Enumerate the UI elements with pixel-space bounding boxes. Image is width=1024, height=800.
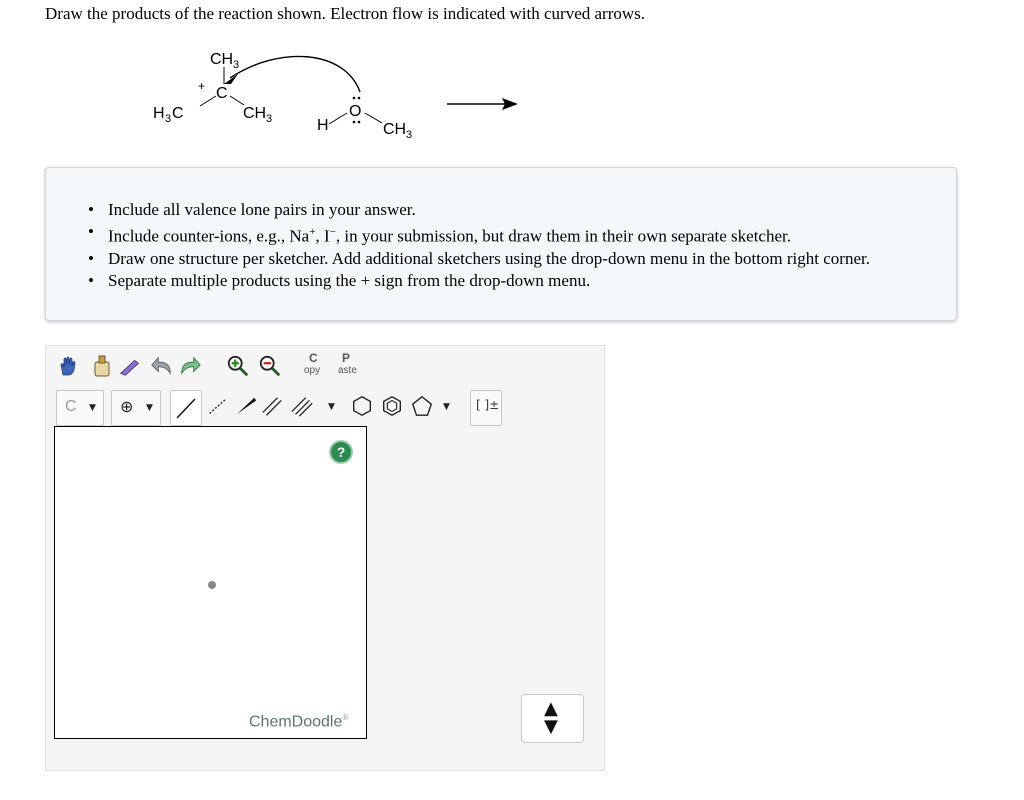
hand-icon[interactable]	[56, 354, 80, 378]
instructions-list	[108, 199, 870, 292]
undo-icon[interactable]	[150, 354, 174, 378]
canvas-cursor-dot	[208, 581, 216, 589]
ch3-right-label: CH	[243, 105, 267, 122]
arrowhead	[224, 74, 238, 84]
chevron-down-icon[interactable]: ▼	[328, 402, 335, 412]
chevron-down-icon: ▼	[89, 403, 96, 413]
chevron-down-icon: ▼	[146, 403, 153, 413]
pentagon-ring-icon[interactable]	[410, 394, 434, 418]
svg-text:3: 3	[233, 59, 240, 71]
chemdoodle-logo: ChemDoodle®	[249, 713, 349, 731]
cation-carbon: C	[216, 85, 228, 102]
svg-text:3: 3	[266, 113, 273, 125]
ch3-top-label: CH	[210, 51, 234, 68]
ch3-methanol-label: CH	[383, 121, 407, 138]
oxygen-label: O	[349, 103, 362, 120]
instruction-item: • Include counter-ions, e.g., Na+, I−, in your submission, but draw them in their own separate sketcher.	[108, 221, 870, 248]
electron-flow-arrow	[230, 56, 360, 92]
plus-charge-icon: ⊕	[120, 397, 134, 416]
svg-text:3: 3	[406, 129, 413, 141]
reaction-scheme	[120, 40, 540, 150]
bracket-charge-button[interactable]: [ ]±	[470, 390, 502, 426]
double-bond-icon[interactable]	[260, 394, 284, 418]
svg-text:3: 3	[165, 113, 172, 125]
redo-icon[interactable]	[178, 354, 202, 378]
hydrogen-label: H	[317, 117, 329, 134]
stepper-up-icon[interactable]: ▲	[544, 698, 558, 719]
lasso-icon[interactable]	[118, 354, 142, 378]
instruction-item: • Include all valence lone pairs in your answer.	[108, 199, 870, 221]
stepper-down-icon[interactable]: ▼	[544, 716, 558, 737]
instruction-item: • Separate multiple products using the + sign from the drop-down menu.	[108, 270, 870, 292]
paste-button[interactable]: P aste	[338, 351, 357, 376]
zoom-out-icon[interactable]	[258, 354, 282, 378]
atom-label-button[interactable]: C ▼	[56, 390, 104, 426]
question-text: Draw the products of the reaction shown. Electron flow is indicated with curved arrows.	[45, 4, 646, 23]
single-bond-button[interactable]	[170, 390, 202, 426]
wedge-bond-icon[interactable]	[234, 394, 258, 418]
dashed-bond-icon[interactable]	[206, 394, 230, 418]
single-bond-icon	[171, 391, 201, 425]
copy-button[interactable]: C opy	[304, 351, 321, 376]
h3c-label: H	[153, 105, 165, 122]
help-button[interactable]: ?	[329, 440, 353, 464]
charge-button[interactable]	[111, 390, 161, 426]
instruction-item: • Draw one structure per sketcher. Add additional sketchers using the drop-down menu in the bottom right corner.	[108, 248, 870, 270]
chemdoodle-sketcher	[45, 345, 605, 771]
svg-text:C: C	[172, 105, 184, 122]
chevron-down-icon[interactable]: ▼	[443, 402, 450, 412]
triple-bond-icon[interactable]	[290, 394, 314, 418]
zoom-in-icon[interactable]	[226, 354, 250, 378]
hexagon-ring-icon[interactable]	[350, 394, 374, 418]
drawing-canvas[interactable]	[54, 426, 367, 739]
plus-charge: +	[198, 79, 206, 93]
eraser-icon[interactable]	[90, 354, 114, 378]
instructions-panel	[45, 167, 957, 321]
benzene-ring-icon[interactable]	[380, 394, 404, 418]
sketcher-stepper[interactable]	[521, 694, 584, 743]
